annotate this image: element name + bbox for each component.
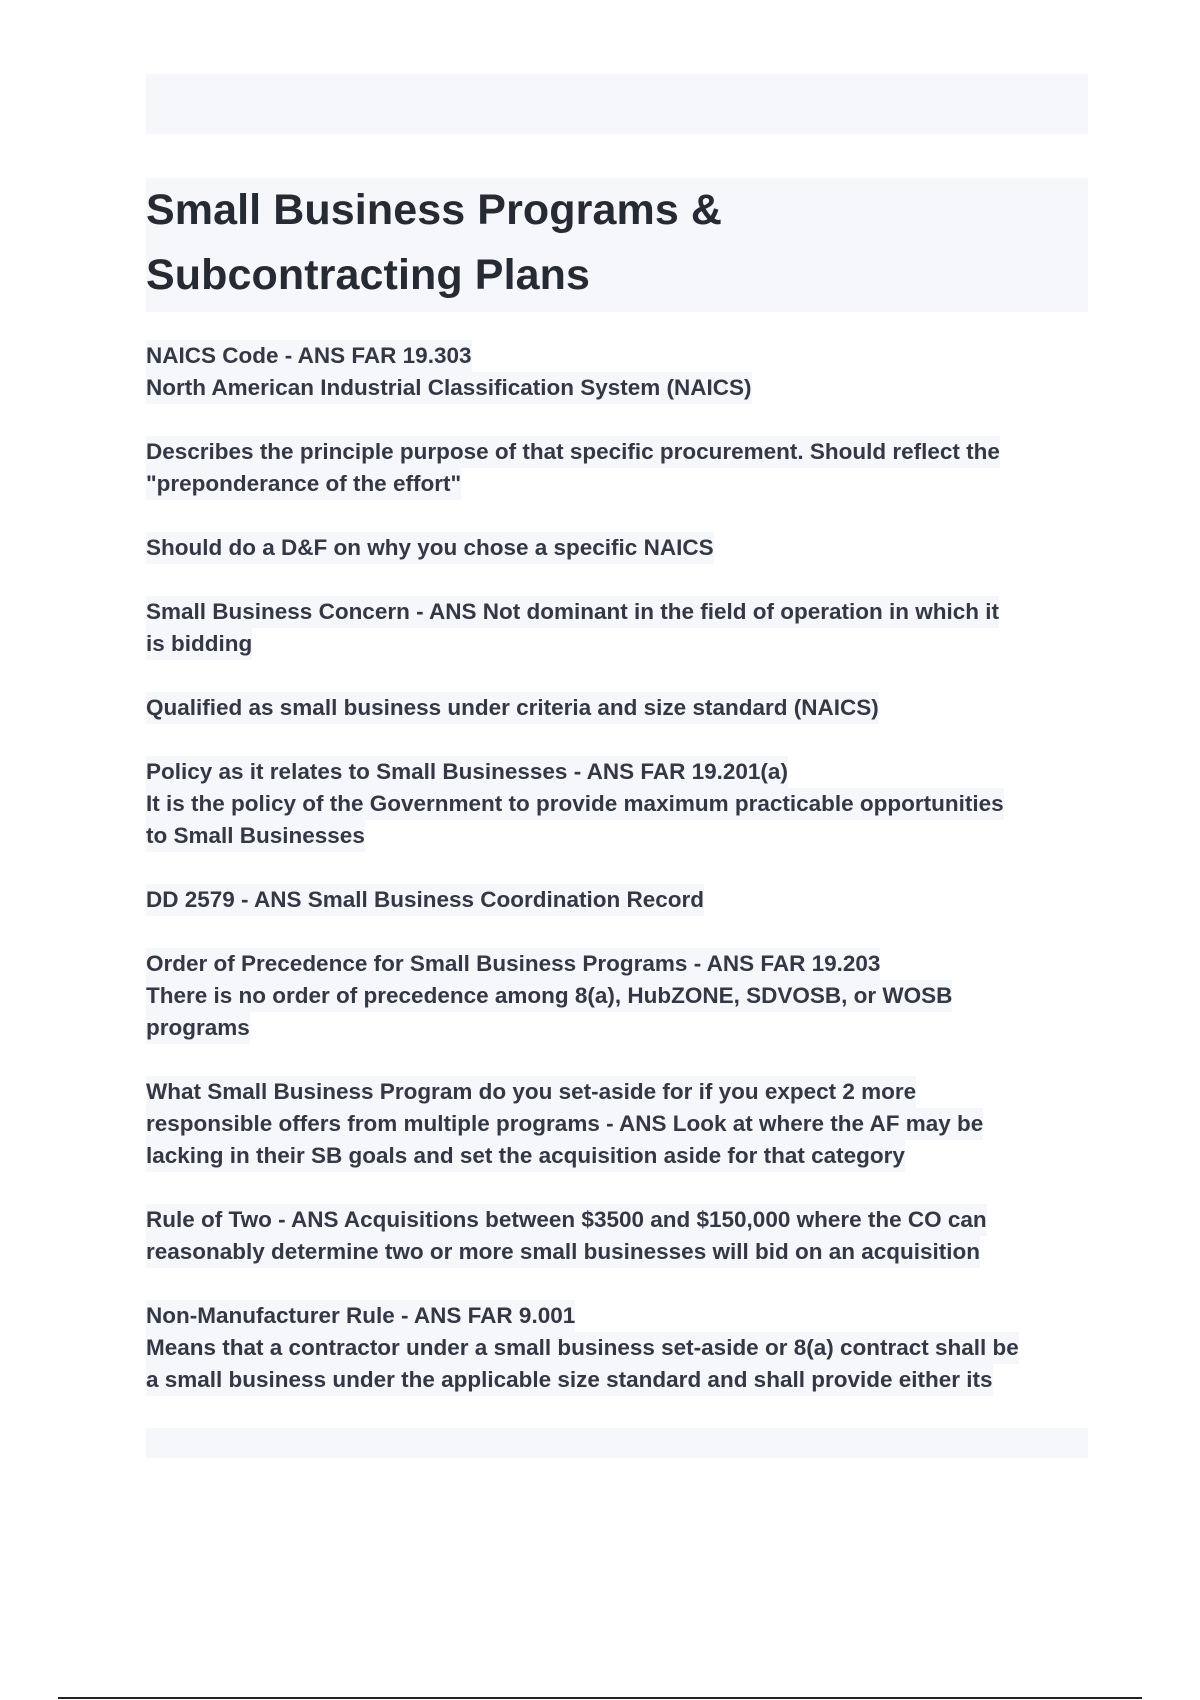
flashcard-entry	[146, 1076, 1090, 1172]
entry-line: responsible offers from multiple programs - ANS Look at where the AF may be	[146, 1108, 983, 1140]
entry-line: North American Industrial Classification System (NAICS)	[146, 372, 752, 404]
entry-line: programs	[146, 1012, 250, 1044]
entry-line: lacking in their SB goals and set the acquisition aside for that category	[146, 1140, 905, 1172]
flashcard-entry	[146, 948, 1090, 1044]
entry-line: Policy as it relates to Small Businesses - ANS FAR 19.201(a)	[146, 756, 788, 788]
entry-line: to Small Businesses	[146, 820, 365, 852]
flashcard-entry	[146, 596, 1090, 660]
entry-line: Order of Precedence for Small Business Programs - ANS FAR 19.203	[146, 948, 880, 980]
entry-line: There is no order of precedence among 8(a), HubZONE, SDVOSB, or WOSB	[146, 980, 952, 1012]
entry-line: Should do a D&F on why you chose a specific NAICS	[146, 532, 714, 564]
entry-line: is bidding	[146, 628, 252, 660]
entry-line: a small business under the applicable size standard and shall provide either its	[146, 1364, 993, 1396]
entry-line: Non-Manufacturer Rule - ANS FAR 9.001	[146, 1300, 575, 1332]
flashcard-entry	[146, 436, 1090, 500]
flashcard-entry	[146, 692, 1090, 724]
flashcard-list	[146, 340, 1090, 1428]
entry-line: DD 2579 - ANS Small Business Coordination Record	[146, 884, 704, 916]
entry-line: NAICS Code - ANS FAR 19.303	[146, 340, 472, 372]
title-block	[146, 178, 1088, 312]
footer-band	[146, 1428, 1088, 1458]
flashcard-entry	[146, 884, 1090, 916]
flashcard-entry	[146, 532, 1090, 564]
title-line: Small Business Programs &	[146, 186, 723, 234]
flashcard-entry	[146, 1300, 1090, 1396]
entry-line: Means that a contractor under a small business set-aside or 8(a) contract shall be	[146, 1332, 1019, 1364]
entry-line: Rule of Two - ANS Acquisitions between $3500 and $150,000 where the CO can	[146, 1204, 987, 1236]
entry-line: What Small Business Program do you set-aside for if you expect 2 more	[146, 1076, 916, 1108]
entry-line: Describes the principle purpose of that specific procurement. Should reflect the	[146, 436, 1000, 468]
flashcard-entry	[146, 1204, 1090, 1268]
flashcard-entry	[146, 340, 1090, 404]
title-line: Subcontracting Plans	[146, 251, 591, 299]
entry-line: It is the policy of the Government to provide maximum practicable opportunities	[146, 788, 1004, 820]
entry-line: Small Business Concern - ANS Not dominant in the field of operation in which it	[146, 596, 999, 628]
entry-line: "preponderance of the effort"	[146, 468, 461, 500]
header-band	[146, 74, 1088, 134]
entry-line: Qualified as small business under criteria and size standard (NAICS)	[146, 692, 879, 724]
flashcard-entry	[146, 756, 1090, 852]
document-title	[146, 178, 1088, 308]
page-bottom-rule	[58, 1697, 1142, 1699]
entry-line: reasonably determine two or more small businesses will bid on an acquisition	[146, 1236, 980, 1268]
